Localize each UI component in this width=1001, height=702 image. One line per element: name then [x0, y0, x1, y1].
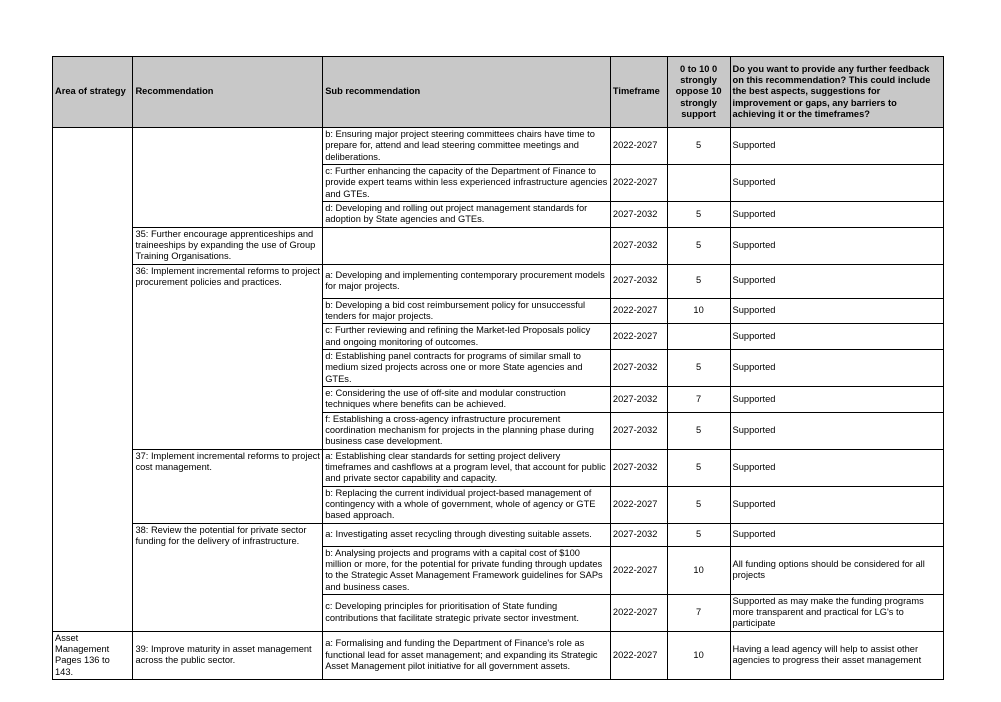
feedback-cell[interactable]: Supported — [730, 412, 943, 449]
recommendation-cell-continued — [133, 128, 323, 228]
timeframe-cell[interactable]: 2022-2027 — [610, 631, 667, 679]
feedback-cell[interactable]: Supported — [730, 324, 943, 350]
header-timeframe: Timeframe — [610, 57, 667, 128]
timeframe-cell[interactable]: 2022-2027 — [610, 128, 667, 165]
score-cell[interactable]: 10 — [667, 546, 730, 594]
feedback-cell[interactable]: Supported — [730, 486, 943, 523]
score-cell[interactable]: 7 — [667, 594, 730, 631]
sub-recommendation-cell[interactable]: a: Establishing clear standards for setting project delivery timeframes and cashflows at a program level, that account for public and private sector capability and capacity. — [323, 449, 611, 486]
table-row — [53, 631, 944, 679]
score-cell[interactable]: 5 — [667, 349, 730, 386]
score-cell[interactable]: 5 — [667, 523, 730, 546]
timeframe-cell[interactable]: 2027-2032 — [610, 201, 667, 227]
sub-recommendation-cell[interactable]: b: Ensuring major project steering committees chairs have time to prepare for, attend and lead steering committee meetings and deliberations. — [323, 128, 611, 165]
header-row — [53, 57, 944, 128]
score-cell[interactable]: 5 — [667, 264, 730, 298]
feedback-cell[interactable]: Supported — [730, 386, 943, 412]
timeframe-cell[interactable]: 2022-2027 — [610, 324, 667, 350]
sub-recommendation-cell[interactable]: b: Replacing the current individual project-based management of contingency with a whole of government, whole of agency or GTE based approach. — [323, 486, 611, 523]
sub-recommendation-cell[interactable]: a: Formalising and funding the Department of Finance's role as functional lead for asset management; and expanding its Strategic Asset Management pilot initiative for all government assets. — [323, 631, 611, 679]
feedback-cell[interactable]: Supported — [730, 298, 943, 324]
header-feedback: Do you want to provide any further feedback on this recommendation? This could include the best aspects, suggestions for improvement or gaps, any barriers to achieving it or the timeframes? — [730, 57, 943, 128]
sub-recommendation-cell[interactable]: a: Developing and implementing contemporary procurement models for major projects. — [323, 264, 611, 298]
table-row — [53, 128, 944, 165]
recommendation-35[interactable]: 35: Further encourage apprenticeships and traineeships by expanding the use of Group Training Organisations. — [133, 227, 323, 264]
score-cell[interactable]: 5 — [667, 128, 730, 165]
sub-recommendation-cell[interactable]: d: Establishing panel contracts for programs of similar small to medium sized projects across one or more State agencies and GTEs. — [323, 349, 611, 386]
score-cell[interactable]: 10 — [667, 298, 730, 324]
feedback-cell[interactable]: Supported — [730, 164, 943, 201]
timeframe-cell[interactable]: 2027-2032 — [610, 386, 667, 412]
sub-recommendation-cell[interactable]: e: Considering the use of off-site and modular construction techniques where benefits can be achieved. — [323, 386, 611, 412]
header-sub-recommendation: Sub recommendation — [323, 57, 611, 128]
feedback-cell[interactable]: Having a lead agency will help to assist other agencies to progress their asset management — [730, 631, 943, 679]
timeframe-cell[interactable]: 2027-2032 — [610, 349, 667, 386]
header-recommendation: Recommendation — [133, 57, 323, 128]
timeframe-cell[interactable]: 2027-2032 — [610, 449, 667, 486]
area-asset-management[interactable]: Asset Management Pages 136 to 143. — [53, 631, 133, 679]
table-row — [53, 523, 944, 546]
timeframe-cell[interactable]: 2027-2032 — [610, 264, 667, 298]
score-cell[interactable]: 5 — [667, 201, 730, 227]
timeframe-cell[interactable]: 2022-2027 — [610, 594, 667, 631]
feedback-cell[interactable]: Supported as may make the funding programs more transparent and practical for LG's to participate — [730, 594, 943, 631]
area-cell-empty — [53, 128, 133, 632]
sub-recommendation-cell[interactable]: c: Further reviewing and refining the Market-led Proposals policy and ongoing monitoring of outcomes. — [323, 324, 611, 350]
table-row — [53, 227, 944, 264]
feedback-cell[interactable]: All funding options should be considered for all projects — [730, 546, 943, 594]
feedback-cell[interactable]: Supported — [730, 523, 943, 546]
feedback-cell[interactable]: Supported — [730, 227, 943, 264]
score-cell[interactable]: 5 — [667, 486, 730, 523]
header-score: 0 to 10 0 strongly oppose 10 strongly support — [667, 57, 730, 128]
score-cell[interactable]: 5 — [667, 449, 730, 486]
sub-recommendation-cell[interactable]: b: Developing a bid cost reimbursement policy for unsuccessful tenders for major projects. — [323, 298, 611, 324]
score-cell[interactable]: 7 — [667, 386, 730, 412]
feedback-cell[interactable]: Supported — [730, 349, 943, 386]
recommendation-37[interactable]: 37: Implement incremental reforms to project cost management. — [133, 449, 323, 523]
timeframe-cell[interactable]: 2022-2027 — [610, 164, 667, 201]
timeframe-cell[interactable]: 2022-2027 — [610, 298, 667, 324]
timeframe-cell[interactable]: 2027-2032 — [610, 412, 667, 449]
timeframe-cell[interactable]: 2027-2032 — [610, 227, 667, 264]
recommendation-36[interactable]: 36: Implement incremental reforms to project procurement policies and practices. — [133, 264, 323, 449]
sub-recommendation-cell[interactable]: b: Analysing projects and programs with a capital cost of $100 million or more, for the potential for private funding through updates to the Strategic Asset Management Framework guidelines for SAPs and business cases. — [323, 546, 611, 594]
feedback-table — [52, 56, 944, 680]
score-cell[interactable]: 10 — [667, 631, 730, 679]
header-area: Area of strategy — [53, 57, 133, 128]
score-cell[interactable]: 5 — [667, 227, 730, 264]
table-row — [53, 264, 944, 298]
sub-recommendation-cell[interactable]: f: Establishing a cross-agency infrastructure procurement coordination mechanism for projects in the planning phase during business case development. — [323, 412, 611, 449]
sub-recommendation-cell[interactable]: d: Developing and rolling out project management standards for adoption by State agencies and GTEs. — [323, 201, 611, 227]
sub-recommendation-cell[interactable] — [323, 227, 611, 264]
timeframe-cell[interactable]: 2022-2027 — [610, 546, 667, 594]
sub-recommendation-cell[interactable]: c: Developing principles for prioritisation of State funding contributions that facilitate strategic private sector investment. — [323, 594, 611, 631]
table-row — [53, 449, 944, 486]
sub-recommendation-cell[interactable]: c: Further enhancing the capacity of the Department of Finance to provide expert teams within less experienced infrastructure agencies and GTEs. — [323, 164, 611, 201]
timeframe-cell[interactable]: 2022-2027 — [610, 486, 667, 523]
sub-recommendation-cell[interactable]: a: Investigating asset recycling through divesting suitable assets. — [323, 523, 611, 546]
timeframe-cell[interactable]: 2027-2032 — [610, 523, 667, 546]
recommendation-39[interactable]: 39: Improve maturity in asset management across the public sector. — [133, 631, 323, 679]
score-cell[interactable] — [667, 164, 730, 201]
feedback-cell[interactable]: Supported — [730, 449, 943, 486]
feedback-cell[interactable]: Supported — [730, 201, 943, 227]
score-cell[interactable] — [667, 324, 730, 350]
recommendation-38[interactable]: 38: Review the potential for private sector funding for the delivery of infrastructure. — [133, 523, 323, 631]
feedback-cell[interactable]: Supported — [730, 264, 943, 298]
feedback-cell[interactable]: Supported — [730, 128, 943, 165]
score-cell[interactable]: 5 — [667, 412, 730, 449]
